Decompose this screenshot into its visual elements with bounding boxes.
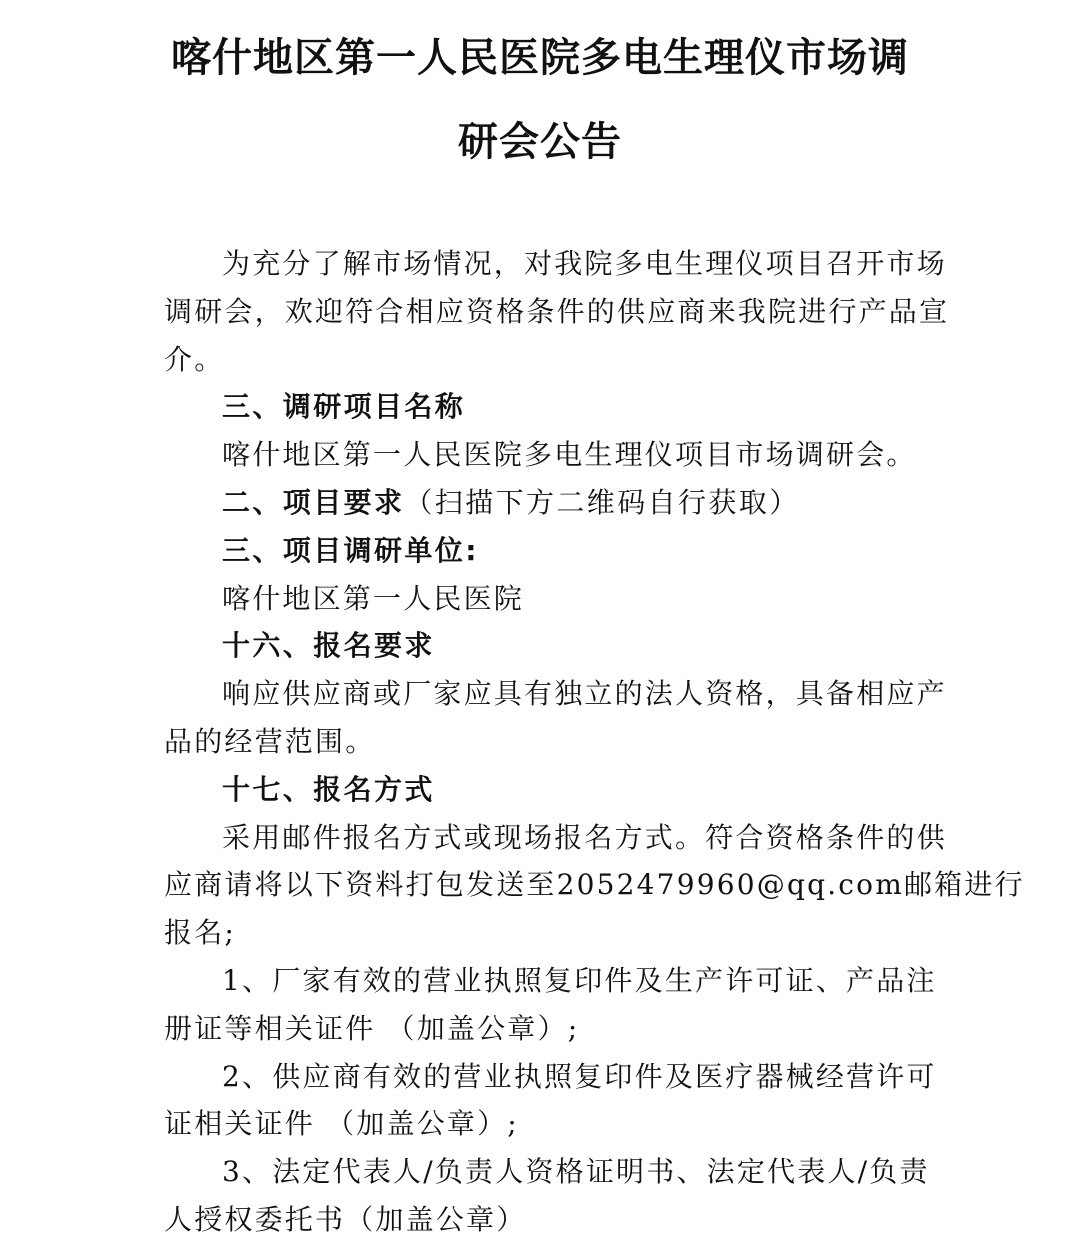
- signup-requirements-line-2: 品的经营范围。: [164, 724, 376, 758]
- intro-line-2: 调研会，欢迎符合相应资格条件的供应商来我院进行产品宣: [164, 294, 950, 328]
- list-item-1-line-1: 1、厂家有效的营业执照复印件及生产许可证、产品注: [222, 963, 937, 997]
- list-item-2-line-1: 2、供应商有效的营业执照复印件及医疗器械经营许可: [222, 1059, 937, 1093]
- signup-method-line-1: 采用邮件报名方式或现场报名方式。符合资格条件的供: [222, 820, 947, 854]
- project-requirements-title: 二、项目要求: [222, 485, 405, 519]
- project-requirements-heading: [164, 479, 916, 527]
- intro-line-1: 为充分了解市场情况，对我院多电生理仪项目召开市场: [222, 247, 947, 280]
- list-item-3-line-1: 3、法定代表人/负责人资格证明书、法定代表人/负责: [222, 1155, 930, 1189]
- list-item-2-line-2: 证相关证件 （加盖公章）;: [164, 1107, 519, 1141]
- intro-line-3: 介。: [164, 342, 225, 376]
- signup-requirements-heading: 十六、报名要求: [222, 629, 435, 663]
- signup-requirements-line-1: 响应供应商或厂家应具有独立的法人资格，具备相应产: [222, 677, 947, 711]
- project-name-text: 喀什地区第一人民医院多电生理仪项目市场调研会。: [222, 438, 917, 472]
- signup-method-line-3: 报名;: [164, 916, 237, 950]
- research-unit-heading: 三、项目调研单位:: [222, 533, 479, 567]
- list-item-1-line-2: 册证等相关证件 （加盖公章）;: [164, 1011, 580, 1045]
- document-title-line-2: 研会公告: [458, 119, 622, 165]
- list-item-3-line-2: 人授权委托书（加盖公章）: [164, 1202, 527, 1236]
- signup-method-line-2: 应商请将以下资料打包发送至2052479960@qq.com邮箱进行: [164, 868, 1025, 902]
- project-requirements-note: （扫描下方二维码自行获取）: [404, 485, 800, 519]
- signup-method-heading: 十七、报名方式: [222, 772, 435, 806]
- document-body: [164, 240, 1025, 1244]
- research-unit-text: 喀什地区第一人民医院: [222, 581, 525, 615]
- document-title-line-1: 喀什地区第一人民医院多电生理仪市场调: [171, 35, 909, 81]
- project-name-heading: 三、调研项目名称: [222, 390, 466, 424]
